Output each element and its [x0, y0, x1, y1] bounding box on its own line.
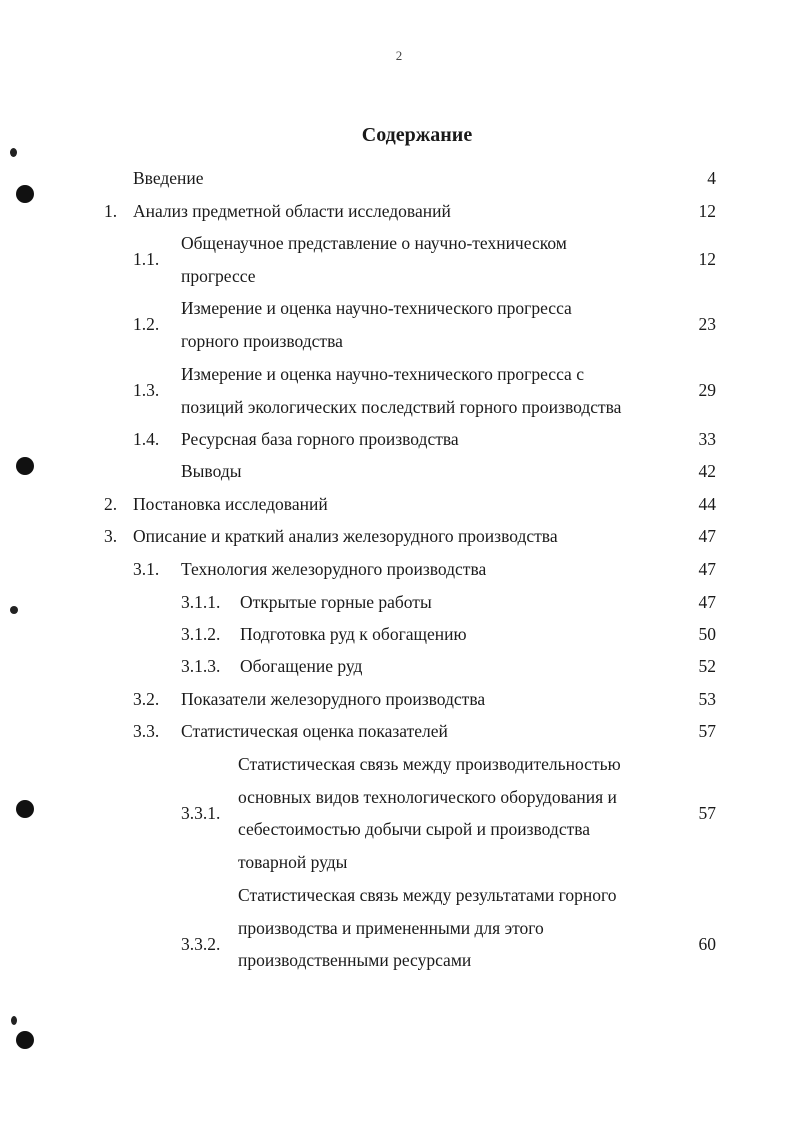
- toc-entry-title: Постановка исследований: [133, 494, 328, 514]
- toc-entry-title: горного производства: [181, 331, 343, 351]
- toc-entry-page: 57: [698, 721, 716, 741]
- toc-entry-title: прогрессе: [181, 266, 256, 286]
- toc-entry-number: 3.2.: [133, 689, 160, 709]
- binder-hole: [16, 185, 34, 203]
- toc-entry-page: 52: [698, 656, 716, 676]
- toc-entry-number: 3.1.3.: [181, 656, 221, 676]
- toc-entry-title: Подготовка руд к обогащению: [240, 624, 467, 644]
- toc-entry-page: 44: [698, 494, 716, 514]
- toc-entry-number: 2.: [104, 494, 118, 514]
- toc-entry-title: Технология железорудного производства: [181, 559, 487, 579]
- toc-entry-page: 47: [698, 526, 716, 546]
- toc-entry-title: Анализ предметной области исследований: [133, 201, 451, 221]
- toc-entry-page: 12: [698, 249, 716, 269]
- toc-entry-title: товарной руды: [238, 852, 348, 872]
- toc-entry-page: 4: [707, 168, 716, 188]
- toc-entry-title: Введение: [133, 168, 204, 188]
- toc-entry-page: 29: [698, 380, 716, 400]
- toc-entry-page: 12: [698, 201, 716, 221]
- toc-entry-page: 57: [698, 803, 716, 823]
- toc-entry-number: 1.3.: [133, 380, 160, 400]
- toc-entry-page: 50: [698, 624, 716, 644]
- scan-speck: [10, 148, 17, 157]
- toc-entry-page: 42: [698, 461, 716, 481]
- page-number: 2: [395, 48, 403, 63]
- toc-entry-title: Измерение и оценка научно-технического прогресса: [181, 298, 572, 318]
- toc-entry-title: Выводы: [181, 461, 242, 481]
- toc-entry-number: 3.3.2.: [181, 934, 221, 954]
- toc-entry-page: 47: [698, 559, 716, 579]
- toc-entry-title: Обогащение руд: [240, 656, 363, 676]
- toc-entry-title: Ресурсная база горного производства: [181, 429, 459, 449]
- toc-entry-title: Общенаучное представление о научно-техническом: [181, 233, 567, 253]
- toc-entry-number: 1.4.: [133, 429, 160, 449]
- binder-hole: [16, 457, 34, 475]
- toc-entry-number: 3.: [104, 526, 118, 546]
- toc-entry-title: Статистическая оценка показателей: [181, 721, 448, 741]
- toc-entry-title: Измерение и оценка научно-технического прогресса с: [181, 364, 584, 384]
- toc-entry-number: 3.1.2.: [181, 624, 221, 644]
- toc-entry-title: производственными ресурсами: [238, 950, 472, 970]
- toc-entry-number: 3.3.: [133, 721, 160, 741]
- toc-entry-page: 23: [698, 314, 716, 334]
- toc-entry-number: 1.2.: [133, 314, 160, 334]
- toc-entry-number: 3.1.: [133, 559, 160, 579]
- toc-entry-title: Показатели железорудного производства: [181, 689, 486, 709]
- binder-hole: [16, 1031, 34, 1049]
- toc-entry-title: позиций экологических последствий горного производства: [181, 397, 622, 417]
- toc-entry-page: 53: [698, 689, 716, 709]
- scan-speck: [11, 1016, 17, 1025]
- binder-hole: [16, 800, 34, 818]
- toc-entry-number: 1.1.: [133, 249, 160, 269]
- scan-speck: [10, 606, 18, 614]
- toc-entry-title: Статистическая связь между производительностью: [238, 754, 621, 774]
- toc-entry-page: 60: [698, 934, 716, 954]
- toc-entry-page: 33: [698, 429, 716, 449]
- toc-entry-title: Описание и краткий анализ железорудного производства: [133, 526, 558, 546]
- toc-entry-title: себестоимостью добычи сырой и производства: [238, 819, 591, 839]
- toc-entry-title: основных видов технологического оборудования и: [238, 787, 617, 807]
- toc-entry-page: 47: [698, 592, 716, 612]
- page-title: Содержание: [361, 124, 473, 146]
- toc-entry-number: 3.1.1.: [181, 592, 221, 612]
- toc-entry-title: производства и примененными для этого: [238, 918, 544, 938]
- toc-entry-number: 3.3.1.: [181, 803, 221, 823]
- toc-entry-title: Статистическая связь между результатами горного: [238, 885, 617, 905]
- toc-entry-number: 1.: [104, 201, 118, 221]
- toc-entry-title: Открытые горные работы: [240, 592, 432, 612]
